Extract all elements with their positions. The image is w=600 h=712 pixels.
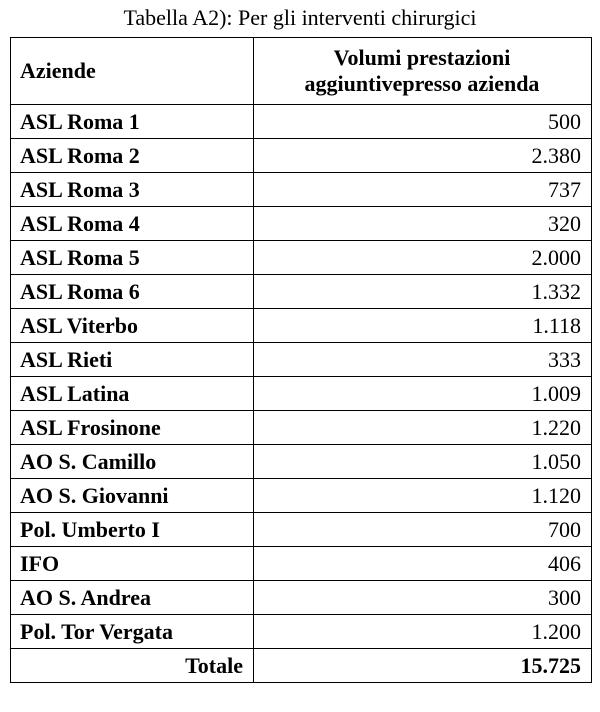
table-row — [11, 581, 592, 615]
azienda-name: ASL Roma 2 — [11, 139, 254, 173]
table-row — [11, 309, 592, 343]
volume-value: 300 — [254, 581, 592, 615]
azienda-name: ASL Viterbo — [11, 309, 254, 343]
volume-value: 1.120 — [254, 479, 592, 513]
volume-value: 333 — [254, 343, 592, 377]
header-volumi — [254, 38, 592, 105]
table-row — [11, 139, 592, 173]
table-caption: Tabella A2): Per gli interventi chirurgici — [123, 5, 477, 30]
azienda-name: ASL Roma 4 — [11, 207, 254, 241]
volume-value: 1.332 — [254, 275, 592, 309]
azienda-name: ASL Roma 1 — [11, 105, 254, 139]
azienda-name: AO S. Camillo — [11, 445, 254, 479]
azienda-name: ASL Roma 5 — [11, 241, 254, 275]
volume-value: 320 — [254, 207, 592, 241]
azienda-name: ASL Roma 3 — [11, 173, 254, 207]
volume-value: 500 — [254, 105, 592, 139]
table-row — [11, 377, 592, 411]
header-volumi-line2: aggiuntivepresso azienda — [304, 71, 540, 96]
table-row — [11, 207, 592, 241]
total-row — [11, 649, 592, 683]
azienda-name: ASL Frosinone — [11, 411, 254, 445]
azienda-name: Pol. Tor Vergata — [11, 615, 254, 649]
total-label: Totale — [11, 649, 254, 683]
table-row — [11, 479, 592, 513]
table-row — [11, 411, 592, 445]
volume-value: 1.220 — [254, 411, 592, 445]
azienda-name: ASL Latina — [11, 377, 254, 411]
table-row — [11, 105, 592, 139]
azienda-name: Pol. Umberto I — [11, 513, 254, 547]
table-row — [11, 343, 592, 377]
volume-value: 737 — [254, 173, 592, 207]
volume-value: 2.380 — [254, 139, 592, 173]
table-row — [11, 275, 592, 309]
header-volumi-line1: Volumi prestazioni — [333, 45, 511, 70]
volume-value: 406 — [254, 547, 592, 581]
header-aziende: Aziende — [11, 38, 254, 105]
table-row — [11, 547, 592, 581]
azienda-name: ASL Roma 6 — [11, 275, 254, 309]
total-value: 15.725 — [254, 649, 592, 683]
table-row — [11, 445, 592, 479]
volume-value: 1.200 — [254, 615, 592, 649]
azienda-name: ASL Rieti — [11, 343, 254, 377]
azienda-name: IFO — [11, 547, 254, 581]
table-row — [11, 241, 592, 275]
table-row — [11, 615, 592, 649]
volume-value: 2.000 — [254, 241, 592, 275]
volume-value: 1.118 — [254, 309, 592, 343]
azienda-name: AO S. Andrea — [11, 581, 254, 615]
table-header-row — [11, 38, 592, 105]
volume-value: 1.009 — [254, 377, 592, 411]
volume-value: 700 — [254, 513, 592, 547]
azienda-name: AO S. Giovanni — [11, 479, 254, 513]
table-row — [11, 513, 592, 547]
volume-value: 1.050 — [254, 445, 592, 479]
volumes-table — [10, 37, 592, 683]
table-row — [11, 173, 592, 207]
